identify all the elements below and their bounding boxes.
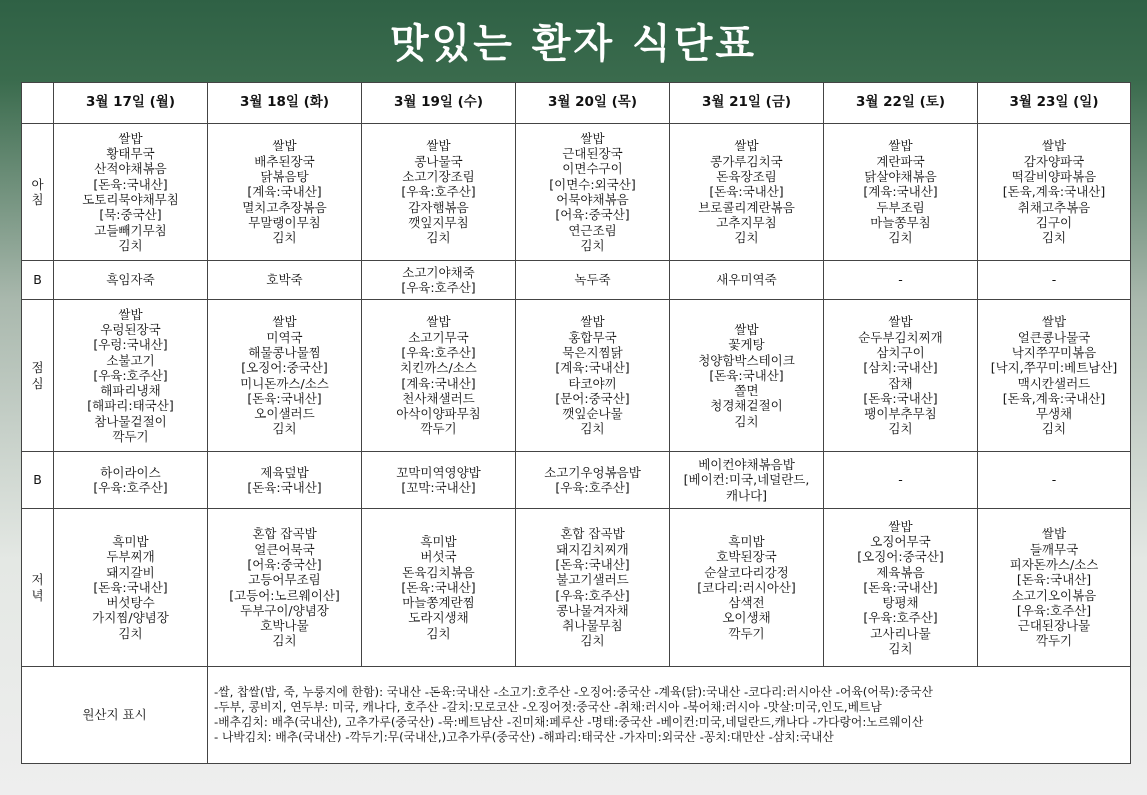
menu-item: 닭볶음탕 <box>260 169 309 185</box>
menu-item: [돈육:국내산] <box>555 556 630 572</box>
header-row <box>22 83 1131 124</box>
menu-item: 고사리나물 <box>870 625 931 641</box>
menu-item: [어육:중국산] <box>247 556 322 572</box>
menu-item: 불고기샐러드 <box>556 572 629 588</box>
menu-item: 청양함박스테이크 <box>698 352 795 368</box>
menu-cell <box>824 261 978 300</box>
menu-item: 김치 <box>426 230 451 246</box>
menu-item: 멸치고추장볶음 <box>242 199 327 215</box>
menu-cell <box>516 124 670 261</box>
menu-item: 취채고추볶음 <box>1017 199 1091 215</box>
menu-item: 소고기야채죽 <box>402 264 475 280</box>
menu-item: 무생채 <box>1035 406 1073 422</box>
menu-item: 호박죽 <box>266 272 303 288</box>
menu-item: 김구이 <box>1035 214 1073 230</box>
origin-line: -배추김치: 배추(국내산), 고추가루(중국산) -묵:베트남산 -진미채:페루산 -명태:중국산 -베이컨:미국,네덜란드,캐나다 -가다랑어:노르웨이산 <box>214 715 924 729</box>
menu-item: 쌀밥 <box>734 321 759 337</box>
menu-item: [돈육:국내산] <box>93 579 168 595</box>
menu-item: 돈육장조림 <box>716 169 777 185</box>
menu-item: 깻잎순나물 <box>562 406 623 422</box>
origin-line: - 나박김치: 배추(국내산) -깍두기:무(국내산,)고추가루(중국산) -해파리:태국산 -가자미:외국산 -꽁치:대만산 -삼치:국내산 <box>214 730 834 744</box>
menu-cell <box>362 124 516 261</box>
menu-item: 미역국 <box>266 329 303 345</box>
menu-item: [우육:호주산] <box>863 610 938 626</box>
meal-label-char: 점 <box>31 360 44 376</box>
menu-cell <box>670 261 824 300</box>
day-header: 3월 19일 (수) <box>362 83 516 124</box>
menu-item: 해파리냉채 <box>100 383 161 399</box>
menu-item: 치킨까스/소스 <box>400 360 477 376</box>
origin-line: -두부, 콩비지, 연두부: 미국, 캐나다, 호주산 -갈치:모로코산 -오징어젓:중국산 -취채:러시아 -북어채:러시아 -맛살:미국,인도,베트남 <box>214 700 882 714</box>
menu-item: 캐나다] <box>725 487 768 503</box>
menu-item: 소고기장조림 <box>402 169 475 185</box>
menu-cell <box>978 261 1131 300</box>
menu-item: - <box>1051 472 1057 488</box>
menu-item: - <box>1051 272 1057 288</box>
menu-item: [이면수:외국산] <box>549 176 636 192</box>
menu-item: [돈육:국내산] <box>247 390 322 406</box>
menu-item: [오징어:중국산] <box>241 360 328 376</box>
menu-item: 황태무국 <box>106 146 155 162</box>
menu-cell <box>362 300 516 452</box>
menu-item: 오징어무국 <box>870 533 931 549</box>
menu-item: 도라지생채 <box>408 610 469 626</box>
breakfast-row <box>22 124 1131 261</box>
menu-item: 쌀밥 <box>1041 314 1067 330</box>
menu-item: 깍두기 <box>112 429 149 445</box>
menu-item: 닭살야채볶음 <box>864 169 937 185</box>
menu-cell <box>516 509 670 667</box>
menu-item: 쌀밥 <box>118 130 143 146</box>
menu-item: 쌀밥 <box>734 138 759 154</box>
menu-item: 쌀밥 <box>1041 138 1067 154</box>
menu-item: 호박나물 <box>260 618 309 634</box>
menu-item: 김치 <box>272 633 297 649</box>
menu-item: [돈육:국내산] <box>1016 572 1092 588</box>
day-header: 3월 17일 (월) <box>54 83 208 124</box>
menu-item: 떡갈비양파볶음 <box>1011 169 1097 185</box>
meal-label-char: B <box>33 472 42 488</box>
menu-item: 가지찜/양념장 <box>92 610 169 626</box>
menu-cell <box>516 261 670 300</box>
menu-item: 꼬막미역영양밥 <box>396 464 481 480</box>
menu-item: 얼큰어묵국 <box>254 541 315 557</box>
menu-item: 콩나물겨자채 <box>556 602 629 618</box>
menu-cell <box>670 509 824 667</box>
menu-cell <box>978 509 1131 667</box>
menu-cell <box>362 261 516 300</box>
menu-item: 쌀밥 <box>888 314 913 330</box>
meal-label-char: 녁 <box>31 587 44 603</box>
meal-label <box>22 261 54 300</box>
menu-item: [우육:호주산] <box>93 480 168 495</box>
menu-item: 해물콩나물찜 <box>248 344 321 360</box>
menu-cell <box>362 509 516 667</box>
menu-item: 쌀밥 <box>426 314 451 330</box>
menu-item: [돈육:국내산] <box>401 579 476 595</box>
menu-item: 천사채샐러드 <box>402 390 475 406</box>
menu-item: 들깨무국 <box>1029 541 1079 557</box>
menu-cell <box>208 452 362 509</box>
menu-item: 타코야끼 <box>568 375 617 391</box>
menu-item: 소고기오이볶음 <box>1011 587 1097 603</box>
menu-item: 이면수구이 <box>562 161 623 177</box>
menu-item: 소불고기 <box>106 352 155 368</box>
menu-item: 근대된장나물 <box>1017 618 1091 634</box>
menu-item: 삼색전 <box>728 595 765 611</box>
menu-cell <box>208 261 362 300</box>
menu-item: 호박된장국 <box>716 549 777 565</box>
menu-item: [돈육:국내산] <box>93 176 168 192</box>
menu-item: 얼큰콩나물국 <box>1017 329 1091 345</box>
menu-item: 김치 <box>734 413 759 429</box>
menu-item: [낙지,쭈꾸미:베트남산] <box>990 360 1118 376</box>
day-header: 3월 20일 (목) <box>516 83 670 124</box>
corner-cell <box>22 83 54 124</box>
menu-item: 아삭이양파무침 <box>396 406 481 422</box>
menu-item: 김치 <box>1041 421 1067 437</box>
menu-item: 브로콜리계란볶음 <box>698 199 795 215</box>
menu-item: 계란파국 <box>876 153 925 169</box>
menu-item: [오징어:중국산] <box>857 549 944 565</box>
menu-cell <box>978 452 1131 509</box>
menu-item: 제육덮밥 <box>260 464 309 480</box>
menu-item: 배추된장국 <box>254 153 315 169</box>
menu-item: 두부찌개 <box>106 549 155 565</box>
meal-label-char: 저 <box>31 572 44 588</box>
menu-item: 순두부김치찌개 <box>858 329 943 345</box>
dinner-row <box>22 509 1131 667</box>
menu-item: 무말랭이무침 <box>248 214 321 230</box>
menu-item: 김치 <box>888 230 913 246</box>
menu-item: 쫄면 <box>734 383 759 399</box>
page-title: 맛있는 환자 식단표 <box>390 20 757 67</box>
menu-item: 콩나물국 <box>414 153 463 169</box>
menu-item: 버섯탕수 <box>106 595 155 611</box>
menu-cell <box>54 509 208 667</box>
menu-item: 삼치구이 <box>876 344 925 360</box>
menu-item: [돈육:국내산] <box>863 390 938 406</box>
menu-item: 김치 <box>888 421 913 437</box>
meal-label <box>22 124 54 261</box>
menu-item: 우렁된장국 <box>100 321 161 337</box>
menu-item: 묵은지찜닭 <box>562 344 623 360</box>
menu-item: 두부구이/양념장 <box>240 602 329 618</box>
meal-label-char: B <box>33 272 42 288</box>
morning-snack-row <box>22 261 1131 300</box>
menu-item: [우육:호주산] <box>401 184 476 200</box>
menu-item: 베이컨야채볶음밥 <box>698 457 795 473</box>
menu-item: 탕평채 <box>882 595 919 611</box>
meal-label <box>22 452 54 509</box>
menu-item: [어육:중국산] <box>555 207 630 223</box>
menu-item: 연근조림 <box>568 222 617 238</box>
menu-item: 김치 <box>272 421 297 437</box>
menu-item: [꼬막:국내산] <box>401 480 476 495</box>
menu-item: 어묵야채볶음 <box>556 192 629 207</box>
origin-label: 원산지 표시 <box>22 667 208 764</box>
menu-item: [우렁:국내산] <box>93 337 168 353</box>
menu-item: 미니돈까스/소스 <box>240 375 329 391</box>
menu-item: 쌀밥 <box>888 138 913 154</box>
menu-cell <box>670 300 824 452</box>
menu-cell <box>824 124 978 261</box>
menu-item: [계육:국내산] <box>555 360 630 376</box>
menu-cell <box>824 300 978 452</box>
menu-item: [묵:중국산] <box>99 207 162 223</box>
menu-item: [돈육:국내산] <box>247 480 322 495</box>
menu-item: [돈육:국내산] <box>709 367 784 383</box>
menu-item: 쌀밥 <box>118 306 143 322</box>
meal-label <box>22 300 54 452</box>
menu-item: 깍두기 <box>420 421 457 437</box>
menu-cell <box>208 509 362 667</box>
menu-item: 오이생채 <box>722 610 771 626</box>
meal-label <box>22 509 54 667</box>
menu-item: 혼합 잡곡밥 <box>252 526 317 542</box>
menu-item: 감자양파국 <box>1023 153 1085 169</box>
menu-cell <box>208 300 362 452</box>
day-header: 3월 22일 (토) <box>824 83 978 124</box>
meal-label-char: 심 <box>31 375 44 391</box>
menu-item: 팽이부추무침 <box>864 406 937 422</box>
menu-item: 버섯국 <box>420 549 457 565</box>
menu-item: 홍합무국 <box>568 329 617 345</box>
menu-item: [돈육,계육:국내산] <box>1002 184 1106 200</box>
menu-item: 산적야채볶음 <box>94 161 167 177</box>
menu-item: 새우미역죽 <box>716 272 777 288</box>
menu-cell <box>54 300 208 452</box>
menu-item: 고들빼기무침 <box>94 222 167 238</box>
menu-cell <box>516 300 670 452</box>
menu-cell <box>362 452 516 509</box>
menu-item: 맥시칸샐러드 <box>1017 375 1091 391</box>
menu-item: 마늘쫑무침 <box>870 214 931 230</box>
menu-item: - <box>898 272 903 288</box>
origin-line: -쌀, 찹쌀(밥, 죽, 누룽지에 한함): 국내산 -돈육:국내산 -소고기:호주산 -오징어:중국산 -계육(닭):국내산 -코다리:러시아산 -어육(어묵):중국산 <box>214 685 933 699</box>
menu-item: 김치 <box>888 641 913 657</box>
menu-item: 흑미밥 <box>112 533 149 549</box>
menu-item: 쌀밥 <box>426 138 451 154</box>
menu-item: 김치 <box>734 230 759 246</box>
menu-item: 고등어무조림 <box>248 572 321 588</box>
menu-item: [계육:국내산] <box>401 375 476 391</box>
menu-item: [계육:국내산] <box>863 184 938 200</box>
menu-item: 깻잎지무침 <box>408 214 469 230</box>
menu-item: 혼합 잡곡밥 <box>560 526 625 542</box>
menu-cell <box>54 261 208 300</box>
menu-item: [코다리:러시아산] <box>697 579 796 595</box>
menu-cell <box>978 300 1131 452</box>
menu-item: 김치 <box>118 625 143 641</box>
menu-item: 쌀밥 <box>580 314 605 330</box>
menu-cell <box>670 124 824 261</box>
afternoon-snack-row <box>22 452 1131 509</box>
menu-item: 김치 <box>272 230 297 246</box>
meal-table <box>21 82 1131 764</box>
menu-item: 흑임자죽 <box>106 272 155 288</box>
meal-label-char: 아 <box>31 176 44 192</box>
menu-item: 참나물겉절이 <box>94 413 167 429</box>
menu-item: [돈육:국내산] <box>863 579 938 595</box>
menu-item: 흑미밥 <box>420 533 457 549</box>
menu-cell <box>670 452 824 509</box>
menu-item: 김치 <box>580 237 605 253</box>
menu-item: 녹두죽 <box>574 272 611 288</box>
menu-item: 감자햄볶음 <box>408 199 469 215</box>
menu-item: 깍두기 <box>1035 633 1073 649</box>
menu-item: 소고기무국 <box>408 329 469 345</box>
menu-item: [문어:중국산] <box>555 390 630 406</box>
menu-item: 잡채 <box>888 375 913 391</box>
menu-cell <box>54 124 208 261</box>
menu-item: [돈육,계육:국내산] <box>1002 390 1106 406</box>
menu-item: [우육:호주산] <box>555 480 630 495</box>
menu-item: 피자돈까스/소스 <box>1009 556 1099 572</box>
menu-item: 쌀밥 <box>272 138 297 154</box>
menu-item: 제육볶음 <box>876 564 925 580</box>
menu-item: 돼지김치찌개 <box>556 541 629 557</box>
menu-cell <box>824 509 978 667</box>
menu-item: 콩가루김치국 <box>710 153 783 169</box>
menu-cell <box>978 124 1131 261</box>
menu-item: 두부조림 <box>876 199 925 215</box>
menu-item: 취나물무침 <box>562 618 623 634</box>
menu-item: [돈육:국내산] <box>709 184 784 200</box>
menu-item: 돈육김치볶음 <box>402 564 475 580</box>
menu-item: 쌀밥 <box>272 314 297 330</box>
menu-item: 김치 <box>580 633 605 649</box>
menu-item: [삼치:국내산] <box>863 360 938 376</box>
menu-item: 도토리묵야채무침 <box>82 192 179 207</box>
menu-item: [우육:호주산] <box>1016 602 1092 618</box>
menu-item: [고등어:노르웨이산] <box>229 587 340 603</box>
day-header: 3월 23일 (일) <box>978 83 1131 124</box>
menu-item: [우육:호주산] <box>93 367 168 383</box>
menu-item: 쌀밥 <box>1041 526 1067 542</box>
menu-item: 김치 <box>1041 230 1067 246</box>
menu-item: [우육:호주산] <box>401 280 476 295</box>
menu-item: 흑미밥 <box>728 533 765 549</box>
lunch-row <box>22 300 1131 452</box>
menu-item: 순살코다리강정 <box>704 564 789 580</box>
menu-item: [우육:호주산] <box>401 344 476 360</box>
menu-item: 낙지쭈꾸미볶음 <box>1011 344 1097 360</box>
day-header: 3월 21일 (금) <box>670 83 824 124</box>
menu-item: [해파리:태국산] <box>87 398 174 414</box>
menu-item: 김치 <box>426 625 451 641</box>
menu-item: 쌀밥 <box>580 130 605 146</box>
menu-item: - <box>898 472 903 488</box>
menu-item: [베이컨:미국,네덜란드, <box>683 472 810 488</box>
menu-item: [우육:호주산] <box>555 587 630 603</box>
menu-item: 마늘쫑계란찜 <box>402 595 475 611</box>
menu-item: 쌀밥 <box>888 518 913 534</box>
menu-item: 김치 <box>118 237 143 253</box>
menu-cell <box>208 124 362 261</box>
menu-item: 돼지갈비 <box>106 564 155 580</box>
menu-item: 근대된장국 <box>562 146 623 162</box>
menu-cell <box>54 452 208 509</box>
menu-item: [계육:국내산] <box>247 184 322 200</box>
menu-item: 청경채겉절이 <box>710 398 783 414</box>
menu-item: 고추지무침 <box>716 214 777 230</box>
meal-label-char: 침 <box>31 192 44 207</box>
menu-cell <box>516 452 670 509</box>
menu-cell <box>824 452 978 509</box>
day-header: 3월 18일 (화) <box>208 83 362 124</box>
origin-text <box>208 667 1131 764</box>
menu-item: 꽃게탕 <box>728 337 765 353</box>
menu-item: 오이샐러드 <box>254 406 315 422</box>
origin-row <box>22 667 1131 764</box>
menu-item: 소고기우엉볶음밥 <box>544 464 641 480</box>
menu-item: 하이라이스 <box>100 464 161 480</box>
menu-item: 깍두기 <box>728 625 765 641</box>
menu-item: 김치 <box>580 421 605 437</box>
